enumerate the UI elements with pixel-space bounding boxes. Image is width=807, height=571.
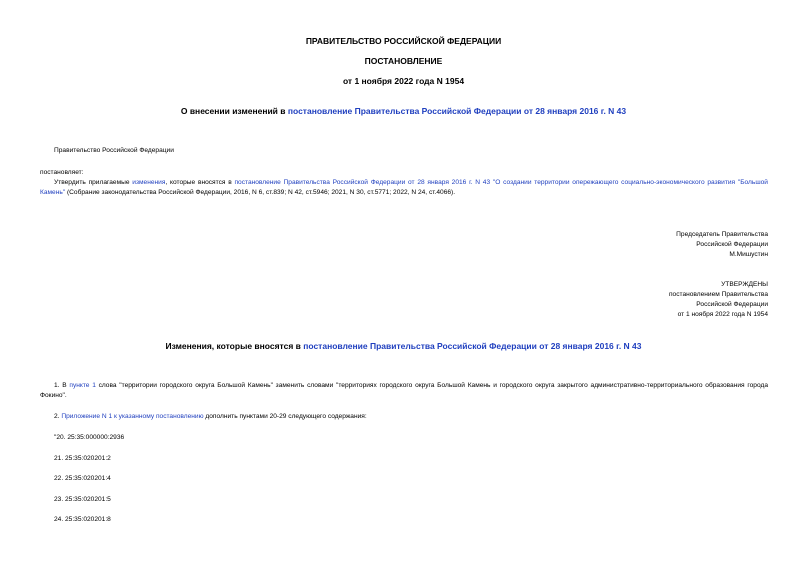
document-title-prefix: О внесении изменений в [180,106,288,116]
approved-date: от 1 ноября 2022 года N 1954 [677,311,768,318]
change-item-2-text: дополнить пунктами 20-29 следующего содержания: [203,413,367,420]
cadastral-entry: 24. 25:35:020201:8 [54,516,111,523]
government-heading: ПРАВИТЕЛЬСТВО РОССИЙСКОЙ ФЕДЕРАЦИИ [305,36,502,46]
signature-name: М.Мишустин [729,251,768,258]
decision-text-1: Утвердить прилагаемые [54,179,133,186]
cadastral-entry: 22. 25:35:020201:4 [54,475,111,482]
changes-link[interactable]: изменения [132,179,166,186]
change-item-2 [40,412,768,422]
resolution-43-link[interactable]: постановление Правительства Российской Федерации от 28 января 2016 г. N 43 "О создании территории опережающего социально-экономического развития "Большой Камень" [40,179,768,196]
cadastral-entry: "20. 25:35:000000:2936 [54,434,125,441]
change-item-1 [40,381,768,401]
change-item-2-number: 2. [54,413,62,420]
cadastral-entry: 23. 25:35:020201:5 [54,496,111,503]
decision-text-2: , которые вносятся в [165,179,235,186]
document-date-heading: от 1 ноября 2022 года N 1954 [342,76,465,86]
signature-country: Российской Федерации [696,241,768,248]
change-item-1-number: 1. В [54,382,70,389]
preamble-issuer: Правительство Российской Федерации [54,147,174,154]
decision-text-3: (Собрание законодательства Российской Федерации, 2016, N 6, ст.839; N 42, ст.5946; 2021, N 30, ст.5771; 2022, N 24, ст.4066). [65,189,456,196]
decision-paragraph [40,178,768,198]
annex-1-link[interactable]: Приложение N 1 к указанному постановлению [61,413,204,420]
change-item-1-text: слова "территории городского округа Большой Камень" заменить словами "территориях городского округа Большой Камень и городского округа закрытого административно-территориального образования города Фокино". [40,382,768,399]
approved-country: Российской Федерации [696,301,768,308]
document-title [0,106,807,117]
approved-stamp: УТВЕРЖДЕНЫ [721,281,768,288]
signature-position: Председатель Правительства [676,231,768,238]
document-type-heading: ПОСТАНОВЛЕНИЕ [364,56,443,66]
cadastral-entry: 21. 25:35:020201:2 [54,455,111,462]
preamble-decides: постановляет: [40,169,84,176]
title-resolution-link[interactable]: постановление Правительства Российской Федерации от 28 января 2016 г. N 43 [287,106,627,116]
clause-1-link[interactable]: пункте 1 [69,382,96,389]
changes-title-resolution-link[interactable]: постановление Правительства Российской Федерации от 28 января 2016 г. N 43 [303,341,642,351]
changes-title [0,341,807,352]
approved-by: постановлением Правительства [668,291,768,298]
changes-title-prefix: Изменения, которые вносятся в [165,341,304,351]
